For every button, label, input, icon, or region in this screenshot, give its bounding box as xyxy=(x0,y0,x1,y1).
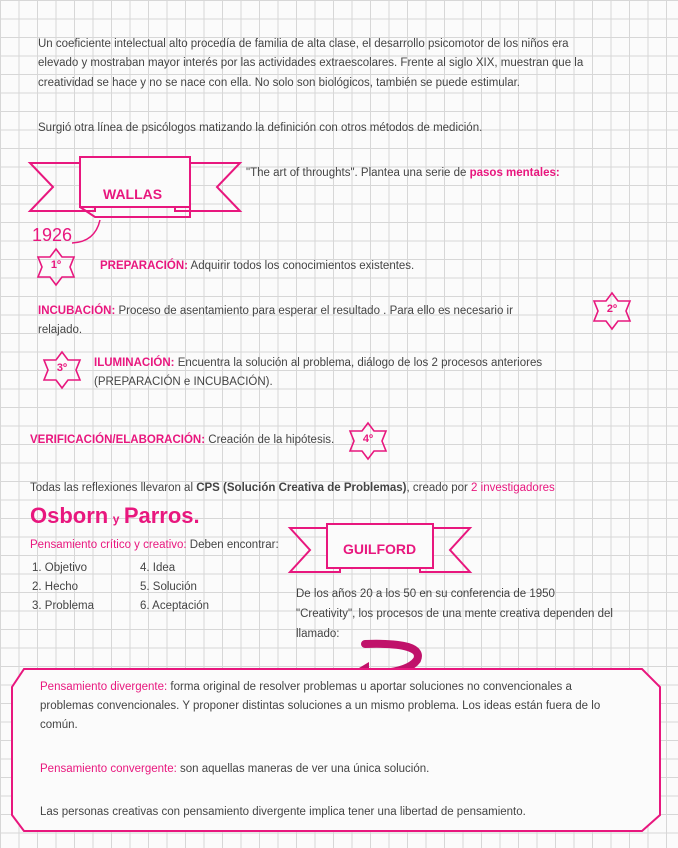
step-2-title: INCUBACIÓN: xyxy=(38,305,116,317)
wallas-banner-text: WALLAS xyxy=(103,186,163,202)
guilford-line-3: llamado: xyxy=(296,628,340,640)
list-right xyxy=(140,559,209,616)
list-item: 5. Solución xyxy=(140,581,197,593)
intro-line-1: Un coeficiente intelectual alto procedía de familia de alta clase, el desarrollo psicomotor de los niños era xyxy=(38,38,569,50)
divergent-line-3: común. xyxy=(40,719,78,731)
box-last-line: Las personas creativas con pensamiento divergente implica tener una libertad de pensamiento. xyxy=(40,806,526,818)
step-3-title: ILUMINACIÓN: xyxy=(94,357,175,369)
step-2-row xyxy=(38,301,513,321)
badge-3: 3º xyxy=(56,362,68,374)
cps-line: Todas las reflexiones llevaron al CPS (Solución Creativa de Problemas), creado por 2 investigadores xyxy=(30,482,555,494)
divergent-line-2: problemas convencionales. Y proponer distintas soluciones a un mismo problema. Los ideas están fuera de lo xyxy=(40,700,601,712)
guilford-line-1: De los años 20 a los 50 en su conferencia de 1950 xyxy=(296,588,555,600)
step-1-row xyxy=(100,256,414,276)
step-2-text2: relajado. xyxy=(38,324,83,336)
guilford-line-2: "Creativity", los procesos de una mente creativa dependen del xyxy=(296,608,613,620)
step-2-text: Proceso de asentamiento para esperar el resultado . Para ello es necesario ir xyxy=(118,305,513,317)
step-1-text: Adquirir todos los conocimientos existentes. xyxy=(190,260,415,272)
step-3-row xyxy=(94,353,542,373)
list-left xyxy=(32,559,94,616)
divergent-line-1: Pensamiento divergente: forma original de resolver problemas u aportar soluciones no convencionales a xyxy=(40,681,572,693)
list-item: 2. Hecho xyxy=(32,581,79,593)
cps-authors: Osborn y Parros. xyxy=(30,503,200,528)
wallas-year: 1926 xyxy=(32,225,73,245)
intro-line-2: elevado y mostraban mayor interés por las actividades extraescolares. Frente al siglo XIX, muestran que la xyxy=(38,57,584,69)
intro-line-4: Surgió otra línea de psicólogos matizando la definición con otros métodos de medición. xyxy=(38,122,483,134)
convergent-line: Pensamiento convergente: son aquellas maneras de ver una única solución. xyxy=(40,763,430,775)
list-item: 6. Aceptación xyxy=(140,600,210,612)
guilford-banner-text: GUILFORD xyxy=(343,541,417,557)
step-3-text2: (PREPARACIÓN e INCUBACIÓN). xyxy=(94,376,273,388)
list-item: 4. Idea xyxy=(140,562,176,574)
step-4-row xyxy=(30,430,334,450)
list-item: 3. Problema xyxy=(32,600,95,612)
year-connector xyxy=(70,218,110,248)
step-1-title: PREPARACIÓN: xyxy=(100,260,188,272)
intro-line-3: creatividad se hace y no se nace con ella. No solo son biológicos, también se puede estimular. xyxy=(38,77,521,89)
step-4-text: Creación de la hipótesis. xyxy=(208,434,335,446)
step-4-title: VERIFICACIÓN/ELABORACIÓN: xyxy=(30,434,206,446)
pensamiento-header: Pensamiento crítico y creativo: Deben encontrar: xyxy=(30,539,279,551)
list-item: 1. Objetivo xyxy=(32,562,87,574)
step-3-text: Encuentra la solución al problema, diálogo de los 2 procesos anteriores xyxy=(177,357,543,369)
wallas-quote: "The art of throughts". Plantea una serie de pasos mentales: xyxy=(246,167,560,179)
badge-1: 1º xyxy=(50,259,62,271)
badge-4: 4º xyxy=(362,433,374,445)
badge-2: 2º xyxy=(606,303,618,315)
